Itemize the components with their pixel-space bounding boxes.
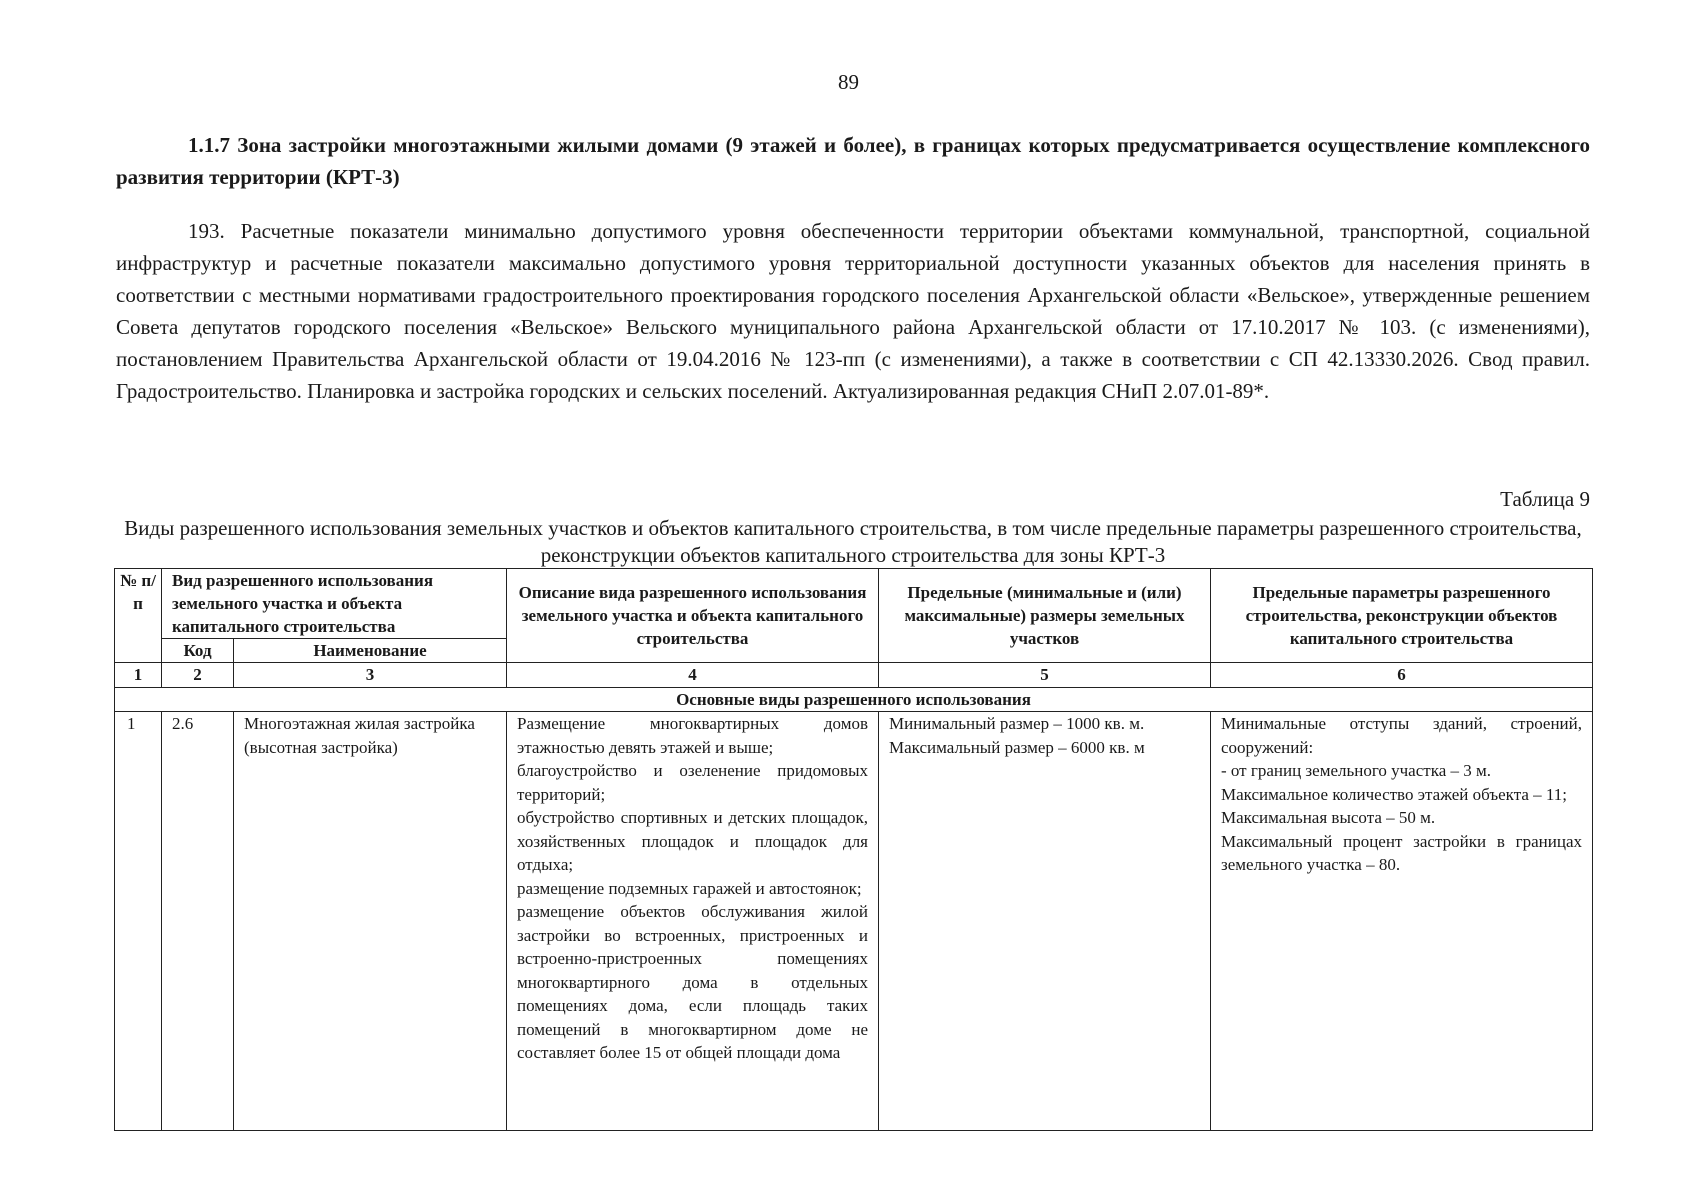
header-code: Код: [162, 639, 234, 663]
row-description: [507, 712, 879, 1131]
column-number: 6: [1211, 663, 1593, 688]
header-description: Описание вида разрешенного использования земельного участка и объекта капитального строительства: [507, 569, 879, 663]
row-name: Многоэтажная жилая застройка (высотная застройка): [234, 712, 507, 1131]
header-sizes: Предельные (минимальные и (или) максимальные) размеры земельных участков: [879, 569, 1211, 663]
column-number: 2: [162, 663, 234, 688]
table-row: [115, 712, 1593, 1131]
param-line: Минимальные отступы зданий, строений, сооружений:: [1221, 714, 1582, 757]
table-number: Таблица 9: [1500, 487, 1590, 511]
row-sizes: [879, 712, 1211, 1131]
header-type-group: Вид разрешенного использования земельного участка и объекта капитального строительства: [162, 569, 507, 639]
section-heading: 1.1.7 Зона застройки многоэтажными жилыми домами (9 этажей и более), в границах которых предусматривается осуществление комплексного развития территории (КРТ-3): [116, 133, 1590, 189]
row-number: 1: [115, 712, 162, 1131]
section-title: Основные виды разрешенного использования: [115, 687, 1593, 712]
header-num: № п/п: [115, 569, 162, 663]
description-line: размещение объектов обслуживания жилой застройки во встроенных, пристроенных и встроенно-пристроенных помещениях многоквартирного дома в отдельных помещениях дома, если площадь таких помещений в многоквартирном доме не составляет более 15 от общей площади дома: [517, 902, 868, 1062]
param-line: Максимальный процент застройки в границах земельного участка – 80.: [1221, 831, 1582, 874]
table-caption: Виды разрешенного использования земельных участков и объектов капитального строительства, в том числе предельные параметры разрешенного строительства, реконструкции объектов капитального строительства для зоны КРТ-3: [124, 516, 1582, 567]
row-params: [1211, 712, 1593, 1131]
size-line: Минимальный размер – 1000 кв. м.: [889, 714, 1145, 733]
description-line: обустройство спортивных и детских площадок, хозяйственных площадок и площадок для отдыха;: [517, 808, 868, 874]
description-line: Размещение многоквартирных домов этажностью девять этажей и выше;: [517, 714, 868, 757]
param-line: Максимальное количество этажей объекта – 11;: [1221, 784, 1567, 804]
description-line: благоустройство и озеленение придомовых территорий;: [517, 761, 868, 804]
column-number: 5: [879, 663, 1211, 688]
page-number: 89: [838, 70, 859, 94]
column-number: 1: [115, 663, 162, 688]
header-params: Предельные параметры разрешенного строительства, реконструкции объектов капитального строительства: [1211, 569, 1593, 663]
size-line: Максимальный размер – 6000 кв. м: [889, 737, 1145, 757]
description-line: размещение подземных гаражей и автостоянок;: [517, 878, 862, 898]
param-line: Максимальная высота – 50 м.: [1221, 808, 1436, 827]
param-line: - от границ земельного участка – 3 м.: [1221, 761, 1491, 780]
land-use-table: [114, 568, 1593, 1131]
header-row-1: [115, 569, 1593, 639]
header-name: Наименование: [234, 639, 507, 663]
column-number: 3: [234, 663, 507, 688]
column-numbers-row: [115, 663, 1593, 688]
section-row: [115, 687, 1593, 712]
paragraph-193: 193. Расчетные показатели минимально допустимого уровня обеспеченности территории объектами коммунальной, транспортной, социальной инфраструктур и расчетные показатели максимально допустимого уровня территориальной доступности указанных объектов для населения принять в соответствии с местными нормативами градостроительного проектирования городского поселения Архангельской области «Вельское», утвержденные решением Совета депутатов городского поселения «Вельское» Вельского муниципального района Архангельской области от 17.10.2017 № 103. (с изменениями), постановлением Правительства Архангельской области от 19.04.2016 № 123-пп (с изменениями), а также в соответствии с СП 42.13330.2026. Свод правил. Градостроительство. Планировка и застройка городских и сельских поселений. Актуализированная редакция СНиП 2.07.01-89*.: [116, 219, 1590, 403]
row-code: 2.6: [162, 712, 234, 1131]
column-number: 4: [507, 663, 879, 688]
